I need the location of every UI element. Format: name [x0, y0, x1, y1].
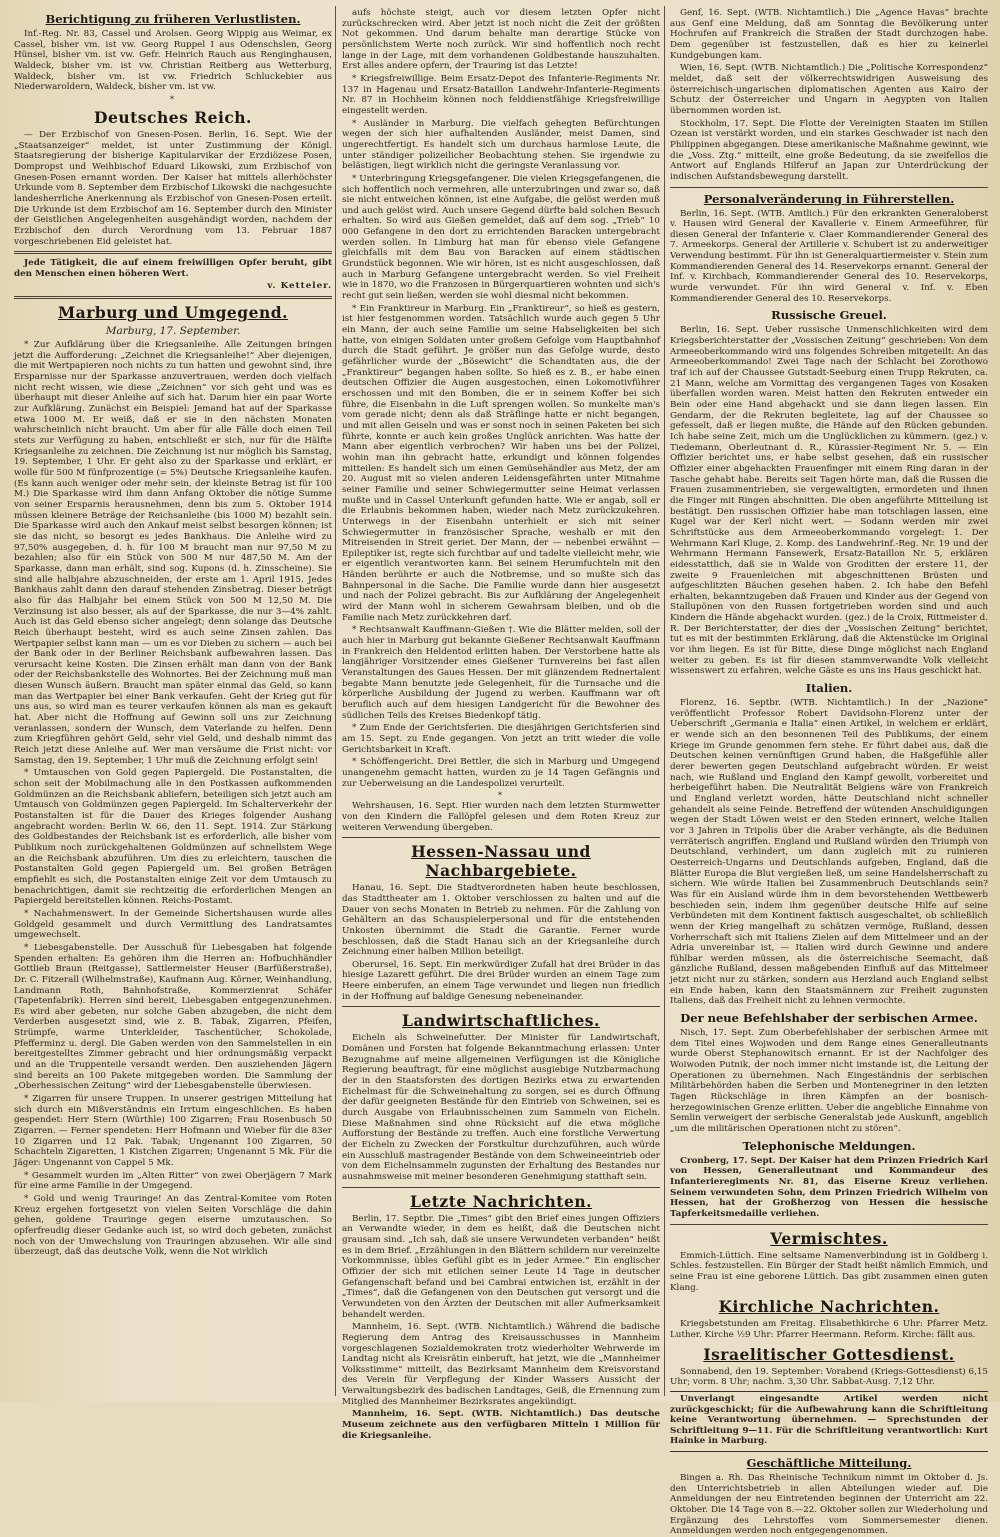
- section-title-letzte-nachrichten: Letzte Nachrichten.: [409, 1191, 592, 1211]
- article-paragraph: Bingen a. Rh. Das Rheinische Technikum nimmt im Oktober d. Js. den Unterrichtsbetrieb in allen Abteilungen wieder auf. Die Anmeldungen der neu Eintretenden beginnen der Unterricht am 22. Oktober. Die 14 Tage von 8.—22. Oktober sollen zur Wiederholung und Ergänzung des Lehrstoffes vom Sommersemester dienen. Anmeldungen werden noch entgegengenommen.: [670, 1473, 988, 1537]
- column-divider: [335, 6, 336, 1396]
- article-paragraph: Florenz, 16. Septbr. (WTB. Nichtamtlich.) In der „Nazione“ veröffentlicht Professor Robert Davidsohn-Florenz unter der Ueberschrift „Germania e Italia“ einen Artikel, in welchem er erklärt, er wende sich an den besonnenen Teil des Publikums, der einem Kriege im Grunde genommen fern stehe. Er führt dabei aus, daß die Deutschen keinen vernünftigen Grund haben, die Haßgefühle aller derer bewerten gegen Deutschland aufgebracht würden. Er weist nach, wie Rußland und England den Kampf gewollt, vorbereitet und herbeigeführt haben. Die Neutralität Belgiens wäre von Frankreich und England verletzt worden, hätte Deutschland nicht schneller gehandelt als seine Feinde. Betreffend der wütenden Anschuldigungen wegen der Stadt Löwen weist er den Steden erinnert, welche Italien vor 3 Jahren in Tripolis über die Araber verhängte, als die Beduinen verräterisch angriffen. England und Rußland würden den Triumph von Deutschland, verhindert, um dann zugleich mit zu ruinieren Oesterreich-Ungarns und Deutschlands aufgeben, England, daß die Blätter Europa die Blut vergießen ließ, um seine Handelsherrschaft zu sichern. Wie würde Italien bei Zusammenbruch Deutschlands sein? Was für ein Ausland würde ihm in dem bevorstehenden Wettbewerb beschieden sein, indem ihm gegenüber deutsche Hilfe auf seine Verbündeten mit dem Kontinent faktisch ausgeschaltet, ob schließlich wenn der Krieg mangelhaft zu schätzen vermöge, Rußland, dessen Vorherrschaft sich mit Italiens Zielen auf dem Mittelmeer und an der Adria unvereinbar ist, — Italien wird durch Gewinne und andere fühlbar werden müssen, als die österreichische Seemacht, daß gänzliche Rußland, dessen maßgebenden Einfluß auf das Mittelmeer jetzt nicht nur zu stärken, sondern aus Herzland auch England selbst ein Ende haben, kann den Staatsmännern zur Freiheit zugunsten Italiens, daß das Freiheit nicht zu lehnen vermochte.: [670, 698, 988, 1007]
- article-paragraph: * Kriegsfreiwillige. Beim Ersatz-Depot des Infanterie-Regiments Nr. 137 in Hagenau und Ersatz-Bataillon Landwehr-Infanterie-Regiments Nr. 87 in Hochheim können noch felddienstfähige Kriegsfreiwillige eingestellt werden.: [342, 73, 660, 116]
- article-paragraph: * Gesammelt wurden im „Alten Ritter“ von zwei Oberjägern 7 Mark für eine arme Familie in der Umgegend.: [14, 1170, 332, 1192]
- divider: [670, 1224, 988, 1225]
- section-title-israelitischer-gottesdienst: Israelitischer Gottesdienst.: [703, 1344, 955, 1364]
- quote-text: Jede Tätigkeit, die auf einem freiwilligen Opfer beruht, gibt den Menschen einen höheren Wert.: [14, 258, 332, 279]
- article-paragraph: Sonnabend, den 19. September: Vorabend (Kriegs-Gottesdienst) 6,15 Uhr; vorm. 8 Uhr; nachm. 3,30 Uhr. Sabbat-Ausg. 7,12 Uhr.: [670, 1366, 988, 1388]
- article-paragraph: Berlin, 16. Sept. Ueber russische Unmenschlichkeiten wird dem Kriegsberichterstatter der „Vossischen Zeitung“ geschrieben: Von dem Armeeoberkommando wird uns folgendes Schreiben mitgeteilt: An das Armeeoberkommando! Zwei Tage nach der Schlacht bei Zorothowo traf ich auf der Chaussee Gutstadt-Seeburg einen Trupp Rekruten, ca. 21 Mann, welche am Vormittag des vergangenen Tages von Kosaken überfallen worden waren. Meist hatten den Rekruten entweder ein Bein oder eine Hand abgehackt und sie dann liegen lassen. Ein Gendarm, der die Rekruten begleitete, lag auf der Chaussee so gefesselt, daß er liegen mußte, die Hände auf den Rücken gebunden. Ich habe seine Zeit, mich um die Unglücklichen zu kümmern. (gez.) v. Tiedemann, Oberleutnant d. R., Kürassier-Regiment Nr. 5. — Ein Offizier berichtet uns, er habe selbst gesehen, daß ein russischer Offizier einer abgehackten Frauenfinger mit einem Ring daran in der Tasche gehabt habe. Bereits seit Tagen hörte man, daß die Russen die Frauen zusammentrieben, sie vergewaltigten, ermordeten und ihnen die Finger mit Ringen abschnitten. Die oben angeführte Mitteilung ist bestätigt. Den russischen Offizier habe man totschlagen lassen, eine Kugel war der Kerl nicht wert. — Sodann werden mir zwei Schriftstücke aus dem Armeeoberkommando vorgelegt: 1. Der Wehrmann Karl Kluge, 2. Komp. des Landwehrinf.-Reg. Nr. 19 und der Wehrmann Hermann Fansewerk, Ersatz-Bataillon Nr. 5, erklären eidesstattlich, daß sie in Walde von Groditten der erstere 11, der zweite 9 Frauenleichen mit abgeschnittenen Brüsten und aufgeschlitzten Bäuchen gesehen haben. 2. Ich habe den Befehl erhalten, bekanntzugeben daß Frauen und Kinder aus der Gegend von Stallupönen von den Russen fortgetrieben worden sind und auch Kindern die Hände abgehackt wurden. (gez.) de la Croix, Rittmeister d. R. Der Berichterstatter, der dies der „Vossischen Zeitung“ berichtet, tut es mit der bestimmten Erklärung, daß die Aktenstücke im Original vor ihm liegen. Es ist für Bitte, diese Dinge möglichst nach England weiter zu geben. Es ist für diesen stammverwandte Volk vielleicht wissenswert zu erfahren, welche Gäste es uns ins Haus geschickt hat.: [670, 325, 988, 677]
- article-paragraph: Wehrshausen, 16. Sept. Hier wurden nach dem letzten Sturmwetter von den Kindern die Fallöpfel gelesen und dem Roten Kreuz zur weiteren Verwendung übergeben.: [342, 801, 660, 833]
- article-paragraph: * Zur Aufklärung über die Kriegsanleihe. Alle Zeitungen bringen jetzt die Aufforderung: „Zeichnet die Kriegsanleihe!“ Aber diejenigen, die mit Wertpapieren noch nichts zu tun hatten und gewohnt sind, ihre Ersparnisse nur der Sparkasse anzuvertrauen, werden doch vielfach nicht recht wissen, wie diese „Zeichnen“ vor sich geht und was es überhaupt mit dieser Anleihe auf sich hat. Darum hier ein paar Worte zur Aufklärung. Zunächst ein Beispiel: Jemand hat auf der Sparkasse etwa 1000 M. Er weiß, daß er sie in den nächsten Monaten wahrscheinlich nicht braucht. Um aber für alle Fälle doch einen Teil stets zur Verfügung zu haben, entschließt er sich, nur für die Hälfte Kriegsanleihe zu zeichnen. Die Zeichnung ist nur möglich bis Samstag, 19. September, 1 Uhr. Er geht also zu der Sparkasse und erklärt, er wolle für 500 M fünfprozentige (= 5%) Deutsche Kriegsanleihe kaufen. (Es kann auch weniger oder mehr sein, der kleinste Betrag ist für 100 M.) Die Sparkasse wird ihm dann Anfang Oktober die nötige Summe von seiner Ersparnis herausnehmen, denn bis zum 5. Oktober 1914 müssen kleinere Beträge der Reichsanleihe (bis 1000 M) bezahlt sein. Die Sparkasse wird auch den Ankauf meist selbst besorgen können; ist sie das nicht, so besorgt es jedes Bankhaus. Die Anleihe wird zu 97,50% ausgegeben, d. h. für 100 M braucht man nur 97,50 M zu bezahlen; also für ein Stück von 500 M nur 487,50 M. Am der Sparkasse, dann man erhält, sind sog. Kupons (d. h. Zinsscheine). Sie sind alle halbjahre abzuschneiden, der erste am 1. April 1915. Jedes Bankhaus zahlt dann den darauf stehenden Zinsbetrag. Dieser beträgt also für das Halbjahr bei einem Stück von 500 M 12,50 M. Die Verzinsung ist also besser, als auf der Sparkasse, die nur 3—4% zahlt. Auch ist das Geld ebenso sicher angelegt; denn solange das Deutsche Reich überhaupt besteht, wird es auch seine Zinsen zahlen. Das Wertpapier selbst kann man — um es vor Dieben zu sichern — auch bei der Bank oder in der Berliner Reichsbank aufbewahren lassen. Das verursacht keine Kosten. Die Zinsen erhält man dann von der Bank oder der Reichsbankstelle des Wohnortes. Bei der Zeichnung muß man diesen Wunsch äußern. Braucht man später einmal das Geld, so kann man das Wertpapier bei einer Bank verkaufen. Geht der Krieg gut für uns aus, so wird man es teurer verkaufen können als man es gekauft hat. Aber nicht die Hoffnung auf Gewinn soll uns zur Zeichnung veranlassen, sondern der Wunsch, dem Vaterlande zu helfen. Denn zum Kriegführen gehört Geld, sehr viel Geld, und deshalb nimmt das Reich jetzt diese Anleihe auf. Wer man versäume die Frist nicht: vor Samstag, den 19. September, 1 Uhr muß die Zeichnung erfolgt sein!: [14, 340, 332, 766]
- notice-text: Unverlangt eingesandte Artikel werden nicht zurückgeschickt; für die Aufbewahrung kann die Schriftleitung keine Verantwortung übernehmen. — Sprechstunden der Schriftleitung 9—11. Für die Schriftleitung verantwortlich: Kurt Hainke in Marburg.: [670, 1393, 988, 1447]
- column-2: [342, 8, 660, 1441]
- dateline: Marburg, 17. September.: [105, 325, 241, 338]
- article-paragraph: * Umtauschen von Gold gegen Papiergeld. Die Postanstalten, die schon seit der Mobilmachung alle in den Postkassen aufkommenden Goldmünzen an die Reichsbank abliefern, beteiligen sich jetzt auch am Umtausch von Goldmünzen gegen Papiergeld. Im Schalterverkehr der Postanstalten ist für die Dauer des Krieges folgender Aushang angebracht worden: Berlin W. 66, den 11. Sept. 1914. Zur Stärkung des Goldbestandes der Reichsbank ist es erforderlich, alle bisher vom Publikum noch zurückgehaltenen Goldmünzen auf schnellstem Wege an die Reichsbank abzuführen. Um dies zu erleichtern, tauschen die Postanstalten Gold gegen Papiergeld um. Bei großen Beträgen empfiehlt es sich, die Postanstalten einige Zeit vor dem Umtausch zu benachrichtigen, damit sie rechtzeitig die erforderlichen Mengen an Papiergeld bereitstellen können. Reichs-Postamt.: [14, 768, 332, 907]
- column-divider: [664, 6, 665, 1396]
- article-paragraph: * Gold und wenig Trauringe! An das Zentral-Komitee vom Roten Kreuz ergehen fortgesetzt von vielen Seiten Vorschläge die dahin gehen, goldene Trauringe gegen eiserne umzutauschen. So opferfreudig dieser Gedanke auch ist, so wird doch gebeten, zunächst noch von der Umwechslung von Trauringen abzusehen. Wir alle sind überzeugt, daß das deutsche Volk, wenn die Not wirklich: [14, 1193, 332, 1258]
- article-paragraph: Inf.-Reg. Nr. 83, Cassel und Arolsen. Georg Wippig aus Weimar, ex Cassel, bisher vm. ist vw. Georg Ruppel I aus Odenschslen, Georg Hünsel, bisher vm. ist vw. Gefr. Heinrich Rauch aus Renginghausen, Waldeck, bisher vm. ist vw. Christian Reitberg aus Wetterburg, Waldeck, bisher vm. ist vw. Friedrich Schluckebier aus Niederwaroldern, Waldeck, bisher vm. ist vw.: [14, 29, 332, 93]
- article-paragraph: * Ein Franktireur in Marburg. Ein „Franktireur“, so hieß es gestern, ist hier festgenommen worden. Tatsächlich wurde auch gegen 5 Uhr ein Mann, der auch seine Familie um seine Habseligkeiten bei sich hatte, von einigen Soldaten unter großem Gefolge vom Hauptbahnhof durch die Stadt geführt. Je größer nun das Gefolge wurde, desto gefährlicher wurde der „Bösewicht“ die Schandtaten aus, die der „Franktireur“ begangen haben sollte. So hieß es z. B., er habe einen deutschen Offizier die Augen ausgestochen, einen Lokomotivführer erschossen und mit den Bomben, die er in seinem Koffer bei sich führe, die Eisenbahn in die Luft sprengen wollen. So munkelte man's vom gerade nicht; denn als daß Sträflinge hatte er nicht begangen, und mit allen Geiseln und was er sonst noch in seinen Paketen bei sich führte, konnte er auch kein großes Unglück anrichten. Was hatte der Mann aber eigentlich verbrochen? Wir haben uns bei der Polizei, wohin man ihn gebracht hatte, erkundigt und können folgendes mitteilen: Es handelt sich um einen Gemüsehändler aus Metz, der am 20. August mit so vielen anderen Leidensgefährten unter Mitnahme seiner Familie und seiner Schwiegermutter seine Heimat verlassen mußte und in Cassel Unterkunft gefunden hatte. Wie er angab, soll er die Erlaubnis bekommen haben, wieder nach Metz zurückzukehren. Unterwegs in der Eisenbahn unterhielt er sich mit seiner Schwiegermutter in französischer Sprache, weshalb er mit den Mitreisenden in Streit geriet. Der Mann, der — nebenbei erwähnt — Epileptiker ist, regte sich furchtbar auf und tadelte vielleicht mehr, wie er eigentlich verantworten kann. Bei seinem Herumfuchteln mit den Händen berührte er auch die Notbremse, und so mußte sich das Bahnpersonal in die Sache. Die Familie wurde dann hier ausgesetzt und nach der Polizei gebracht. Bis zur Aufklärung der Angelegenheit wird der Mann wohl in sicherem Gewahrsam bleiben, und ob die Familie nach Metz zurückkehren darf.: [342, 303, 660, 623]
- separator-asterisk: *: [170, 94, 176, 104]
- article-paragraph: Wien, 16. Sept. (WTB. Nichtamtlich.) Die „Politische Korrespondenz“ meldet, daß seit der völkerrechtswidrigen Ausweisung des österreichisch-ungarischen diplomatischen Agenten aus Kairo der Schutz der Österreicher und Ungarn in Aegypten von Italien übernommen worden ist.: [670, 63, 988, 116]
- divider: [342, 837, 660, 838]
- divider: [670, 187, 988, 188]
- article-paragraph: Oberursel, 16. Sept. Ein merkwürdiger Zufall hat drei Brüder in das hiesige Lazarett geführt. Die drei Brüder wurden an einem Tage zum Heere einberufen, an einem Tage verwundet und liegen nun friedlich in der Hoffnung auf baldige Genesung nebeneinander.: [342, 959, 660, 1002]
- divider: [342, 1187, 660, 1188]
- section-title-personal: Personalveränderung in Führerstellen.: [703, 191, 955, 206]
- column-3: [670, 8, 988, 1537]
- column-1: [14, 8, 332, 1396]
- article-paragraph: Berlin, 16. Sept. (WTB. Amtlich.) Für den erkrankten Generaloberst v. Hausen wird General der Kavallerie v. Einem Armeeführer, für diesen General der Infanterie v. Claer Kommandierender General des 7. Armeekorps. General der Artillerie v. Schubert ist zu anderweitiger Verwendung bestimmt. Für ihn ist Generalquartiermeister v. Stein zum Kommandierenden General des 14. Reservekorps ernannt. General der Inf. v. Kirchbach, Kommandierender General des 10. Reservekorps, wurde verwundet. Für ihn wird General v. Inf. v. Eben Kommandierender General des 10. Reservekorps.: [670, 208, 988, 304]
- article-paragraph: Hanau, 16. Sept. Die Stadtverordneten haben heute beschlossen, das Stadttheater am 1. Oktober verschlossen zu halten und auf die Dauer von sechs Monaten in Betrieb zu nehmen. Für die Zahlung von Gehältern an das Schauspielerpersonal und für die entstehenden Unkosten übernimmt die Stadt die Garantie. Ferner wurde beschlossen, daß die Stadt Hanau sich an der Kriegsanleihe durch Zeichnung einer halben Million beteiligt.: [342, 883, 660, 958]
- article-paragraph: Berlin, 17. Septbr. Die „Times“ gibt den Brief eines jungen Offiziers an Verwandte wieder, in dem es heißt, daß die Deutschen nicht grausam sind. „Ich sah, daß sie unsere Verwundeten verbanden“ heißt es in dem Brief. „Erzählungen in den Blättern schildern nur vereinzelte Vorkommnisse, übles Gefühl gibt es in jeder Armee.“ Ein englischer Offizier der sich mit etlichen seiner Leute 14 Tage in deutscher Gefangenschaft befand und bei Cambrai entwichen ist, erzählt in der „Times“, daß die Gefangenen von den Deutschen gut versorgt und die Verwundeten von den Ärzten der Deutschen mit aller Aufmerksamkeit behandelt werden.: [342, 1213, 660, 1320]
- section-title-landwirtschaftliches: Landwirtschaftliches.: [402, 1011, 600, 1031]
- section-title-serbische-armee: Der neue Befehlshaber der serbischen Armee.: [680, 1011, 978, 1026]
- divider: [14, 296, 332, 299]
- article-paragraph: * Schöffengericht. Drei Bettler, die sich in Marburg und Umgegend unangenehm gemacht hatten, wurden zu je 14 Tagen Gefängnis und zur Ueberweisung an die Landespolizei verurteilt.: [342, 757, 660, 789]
- article-paragraph: * Zigarren für unsere Truppen. In unserer gestrigen Mitteilung hat sich durch ein Mißverständnis ein Irrtum eingeschlichen. Es haben gespendet: Herr Stern (Würthle) 100 Zigarren; Frau Rosenbusch 50 Zigarren. — Ferner spendeten: Herr Hofmann und Wieber für die 83er 10 Zigarren und 12 Pak. Tabak; Ungenannt 100 Zigarren, 50 Schachteln Zigaretten, 1 Kistchen Zigarren; Ungenannt 5 Mk. Für die Jäger: Ungenannt von Cappel 5 Mk.: [14, 1094, 332, 1168]
- article-paragraph: * Zum Ende der Gerichtsferien. Die diesjährigen Gerichtsferien sind am 15. Sept. zu Ende gegangen. Von jetzt an tritt wieder die volle Gerichtsbarkeit in Kraft.: [342, 723, 660, 755]
- article-paragraph: * Liebesgabenstelle. Der Ausschuß für Liebesgaben hat folgende Spenden erhalten: Es gehören ihm die Herren an: Hofbuchhändler Gottlieb Braun (Reitgasse), Sattlermeister Heuser (Barfüßerstraße), Dr. C. Fitzerall (Wilhelmstraße), Kaufmann Aug. Körner, Weinhandlung, Landmann Roth, Bahnhofstraße, Kommerzienrat Schäfer (Tapetenfabrik). Herren sind bereit, Liebesgaben entgegenzunehmen. Es wird aber gebeten, nur solche Gaben abzugeben, die nicht dem Verderben ausgesetzt sind, wie z. B. Tabak, Zigarren, Pfeifen, Strümpfe, warme Unterkleider, Taschentücher, Schokolade, Pfefferminz u. dergl. Die Gaben werden von den Sammelstellen in ein bereitgestelltes Zimmer gebracht und hier ordnungsmäßig verpackt und an die Truppenteile versandt werden. Den ausziehenden Jägern sind bereits an 100 Pakete mitgegeben worden. Die Sammlung der „Oberhessischen Zeitung“ wird der Liebesgabenstelle überwiesen.: [14, 942, 332, 1092]
- article-paragraph: * Nachahmenswert. In der Gemeinde Sichertshausen wurde alles Goldgeld gesammelt und durch Vermittlung des Landratsamtes umgewechselt.: [14, 908, 332, 941]
- section-title-verlustlisten: Berichtigung zu früheren Verlustlisten.: [45, 12, 301, 26]
- article-paragraph: * Ausländer in Marburg. Die vielfach gehegten Befürchtungen wegen der sich hier aufhaltenden Ausländer, meist Damen, sind ungerechtfertigt. Es handelt sich um durchaus harmlose Leute, die unter ständiger polizeilicher Beobachtung stehen. Sie irgendwie zu belästigen, liegt wirklich nicht die geringste Veranlassung vor.: [342, 118, 660, 172]
- section-title-deutsches-reich: Deutsches Reich.: [94, 107, 252, 127]
- section-title-telephonische-meldungen: Telephonische Meldungen.: [742, 1138, 916, 1153]
- editorial-notice: [670, 1391, 988, 1452]
- divider: [342, 1006, 660, 1007]
- article-paragraph: Cronberg, 17. Sept. Der Kaiser hat dem Prinzen Friedrich Karl von Hessen, Generalleutnant und Kommandeur des Infanterieregiments Nr. 81, das Eiserne Kreuz verliehen. Seinem verwundeten Sohn, dem Prinzen Friedrich Wilhelm von Hessen, hat der Großherzog von Hessen die hessische Tapferkeitsmedaille verliehen.: [670, 1155, 988, 1219]
- article-paragraph: Eicheln als Schweinefutter. Der Minister für Landwirtschaft, Domänen und Forsten hat folgende Bekanntmachung erlassen: Unter Bezugnahme auf meine allgemeinen Verfügungen ist die Königliche Regierung beauftragt, für eine möglichst ausgiebige Nutzbarmachung der in den Staatsforsten des dortigen Bezirks etwa zu erwartenden Eichelmast für die Schweinehaltung zu sorgen, sei es durch Öffnung der dafür geeigneten Bestände für den Eintrieb von Schweinen, sei es durch Ausgabe von Erlaubnisscheinen zum Sammeln von Eicheln. Diese Maßnahmen sind ohne Rücksicht auf die etwa mögliche Aufforstung der Bestände zu treffen. Auch eine forstliche Verwertung der Eicheln zu Zwecken der Forstkultur durchzuführen, auch würde ein Ausschluß mastragender Bestände von dem Schweineeintrieb oder von dem Eichelnsammeln zugunsten der Erhaltung des Bestandes nur ausnahmsweise mit meiner besonderen Genehmigung statthaft sein.: [342, 1033, 660, 1182]
- section-title-vermischtes: Vermischtes.: [770, 1228, 888, 1248]
- article-paragraph: aufs höchste steigt, auch vor diesem letzten Opfer nicht zurückschrecken wird. Aber jetzt ist noch nicht die Zeit der größten Not gekommen. Und darum behalte man derartige Stücke von persönlichstem Werte noch zurück. Wir sind hoffentlich noch recht lange in der Lage, mit dem vorhandenen Goldbestande hauszuhalten. Erst alles andere opfern, der Trauring ist das Letzte!: [342, 8, 660, 72]
- divider: [14, 251, 332, 254]
- separator-asterisk: *: [498, 791, 504, 801]
- quote-signature: v. Ketteler.: [267, 281, 332, 292]
- section-title-kirchliche-nachrichten: Kirchliche Nachrichten.: [718, 1297, 940, 1317]
- article-paragraph: Stockholm, 17. Sept. Die Flotte der Vereinigten Staaten im Stillen Ozean ist verstärkt worden, und ein starkes Geschwader ist nach den Philippinen abgegangen. Diese amerikanische Maßnahme gewinnt, wie die „Voss. Ztg.“ mitteilt, eine große Bedeutung, da sie zweifellos die Antwort auf Englands Hilferuf an Japan zur Unterdrückung der indischen Aufstandsbewegung darstellt.: [670, 118, 988, 182]
- article-paragraph: Emmich-Lüttich. Eine seltsame Namenverbindung ist in Goldberg i. Schles. festzustellen. Ein Bürger der Stadt heißt nämlich Emmich, und seine Frau ist eine geborene Lüttich. Das gibt zusammen einen guten Klang.: [670, 1250, 988, 1293]
- article-paragraph: Nisch, 17. Sept. Zum Oberbefehlshaber der serbischen Armee mit dem Titel eines Wojwoden und dem Range eines Generalleutnants wurde Oberst Stephanowitsch ernannt. Er ist der Nachfolger des Woiwoden Putnik, der noch immer nicht imstande ist, die Leitung der Operationen zu übernehmen. Nach Eingeständnis der serbischen Militärbehörden haben die Serben und Montenegriner in den letzten Tagen Rückschläge in ihren Kämpfen an der bosnisch-herzegowinischen Grenze erlitten. Ueber die angebliche Einnahme von Semlin verweigert der serbische Generalstab jede Auskunft, angeblich „um die militärischen Operationen nicht zu stören“.: [670, 1028, 988, 1134]
- section-title-italien: Italien.: [805, 681, 853, 696]
- article-paragraph: * Rechtsanwalt Kauffmann-Gießen †. Wie die Blätter melden, soll der auch hier in Marburg gut bekannte Gießener Rechtsanwalt Kauffmann in Frankreich den Heldentod erlitten haben. Der Verstorbene hatte als langjähriger Vorsitzender eines Gießener Turnvereins bei fast allen Veranstaltungen des Gaues Hessen. Der mit glänzendem Rednertalent begabte Mann benutzte jede Gelegenheit, für die Turnsache und die körperliche Ausbildung der Jugend zu werben. Kauffmann war oft beruflich auch auf dem hiesigen Landgericht für die Bewohner des südlichen Teils des Kreises Biedenkopf tätig.: [342, 625, 660, 721]
- article-paragraph: Kriegsbetstunden am Freitag. Elisabethkirche 6 Uhr: Pfarrer Metz. Luther. Kirche ½9 Uhr: Pfarrer Heermann. Reform. Kirche: fällt aus.: [670, 1319, 988, 1340]
- article-paragraph: Genf, 16. Sept. (WTB. Nichtamtlich.) Die „Agence Havas“ brachte aus Genf eine Meldung, daß am Sonntag die Bevölkerung unter Hochrufen auf Frankreich die Straßen der Stadt durchzogen habe. Dem gegenüber ist festzustellen, daß es hier zu keinerlei Kundgebungen kam.: [670, 8, 988, 61]
- article-paragraph: Mannheim, 16. Sept. (WTB. Nichtamtlich.) Während die badische Regierung dem Antrag des Kreisausschusses in Mannheim vorgeschlagenen Sozialdemokraten trotz wiederholter Wehrwerde im Landtag nicht als Kreisrätin einberuft, hat jetzt, wie die „Mannheimer Volksstimme“ mitteilt, das Bezirksamt Mannheim dem Kreisvorstand des Verein für Verpflegung der Kinder Wassers Aussicht der Verwaltungsbezirk des badischen Landtages, Geiß, die Ernennung zum Mitglied des Mannheimer Bezirksrates angekündigt.: [342, 1322, 660, 1407]
- article-paragraph: Mannheim, 16. Sept. (WTB. Nichtamtlich.) Das deutsche Museum zeichnete aus den verfügbaren Mitteln 1 Million für die Kriegsanleihe.: [342, 1409, 660, 1441]
- section-title-hessen-nassau: Hessen-Nassau und Nachbargebiete.: [411, 842, 591, 881]
- article-paragraph: — Der Erzbischof von Gnesen-Posen. Berlin, 16. Sept. Wie der „Staatsanzeiger“ meldet, ist unter Zustimmung der Königl. Staatsregierung der bisherige Kapitularvikar der Erzdiözese Posen, Dompropst und Weihbischof Eduard Likowski, zum Erzbischof von Gnesen-Posen ernannt worden. Der Kaiser hat mittels allerhöchster Urkunde vom 8. September dem Erzbischof Likowski die nachgesuchte landesherrliche Anerkennung als Erzbischof von Gnesen-Posen erteilt. Die Urkunde ist dem Erzbischof am 16. September durch den Minister der Geistlichen Angelegenheiten ausgehändigt worden, nachdem der Erzbischof den durch Verordnung vom 13. Februar 1887 vorgeschriebenen Eid geleistet hat.: [14, 129, 332, 247]
- article-paragraph: * Unterbringung Kriegsgefangener. Die vielen Kriegsgefangenen, die sich hoffentlich noch vermehren, alle unterzubringen und zwar so, daß sie nicht entweichen können, ist eine Aufgabe, die gelöst werden muß und auch gelöst wird. Auch unsere Gegend dürfte bald solchen Besuch erhalten. So wird aus Gießen gemeldet, daß auf dem sog. „Trieb“ 10 000 Gefangene in den dort zu errichtenden Baracken untergebracht werden sollen. In Limburg hat man für ebenso viele Gefangene gleichfalls mit dem Bau von Baracken auf einem städtischen Grundstück begonnen. Wie wir hören, ist es nicht ausgeschlossen, daß auch in Marburg Gefangene untergebracht werden. So viel Freiheit wie in 1870, wo die Franzosen in Bürgerquartieren wohnten und sich's recht gut sein ließen, werden sie wohl diesmal nicht bekommen.: [342, 173, 660, 302]
- section-title-marburg: Marburg und Umgegend.: [58, 303, 288, 323]
- section-title-geschaeftliche-mitteilung: Geschäftliche Mitteilung.: [746, 1456, 912, 1471]
- section-title-russische-greuel: Russische Greuel.: [771, 308, 887, 323]
